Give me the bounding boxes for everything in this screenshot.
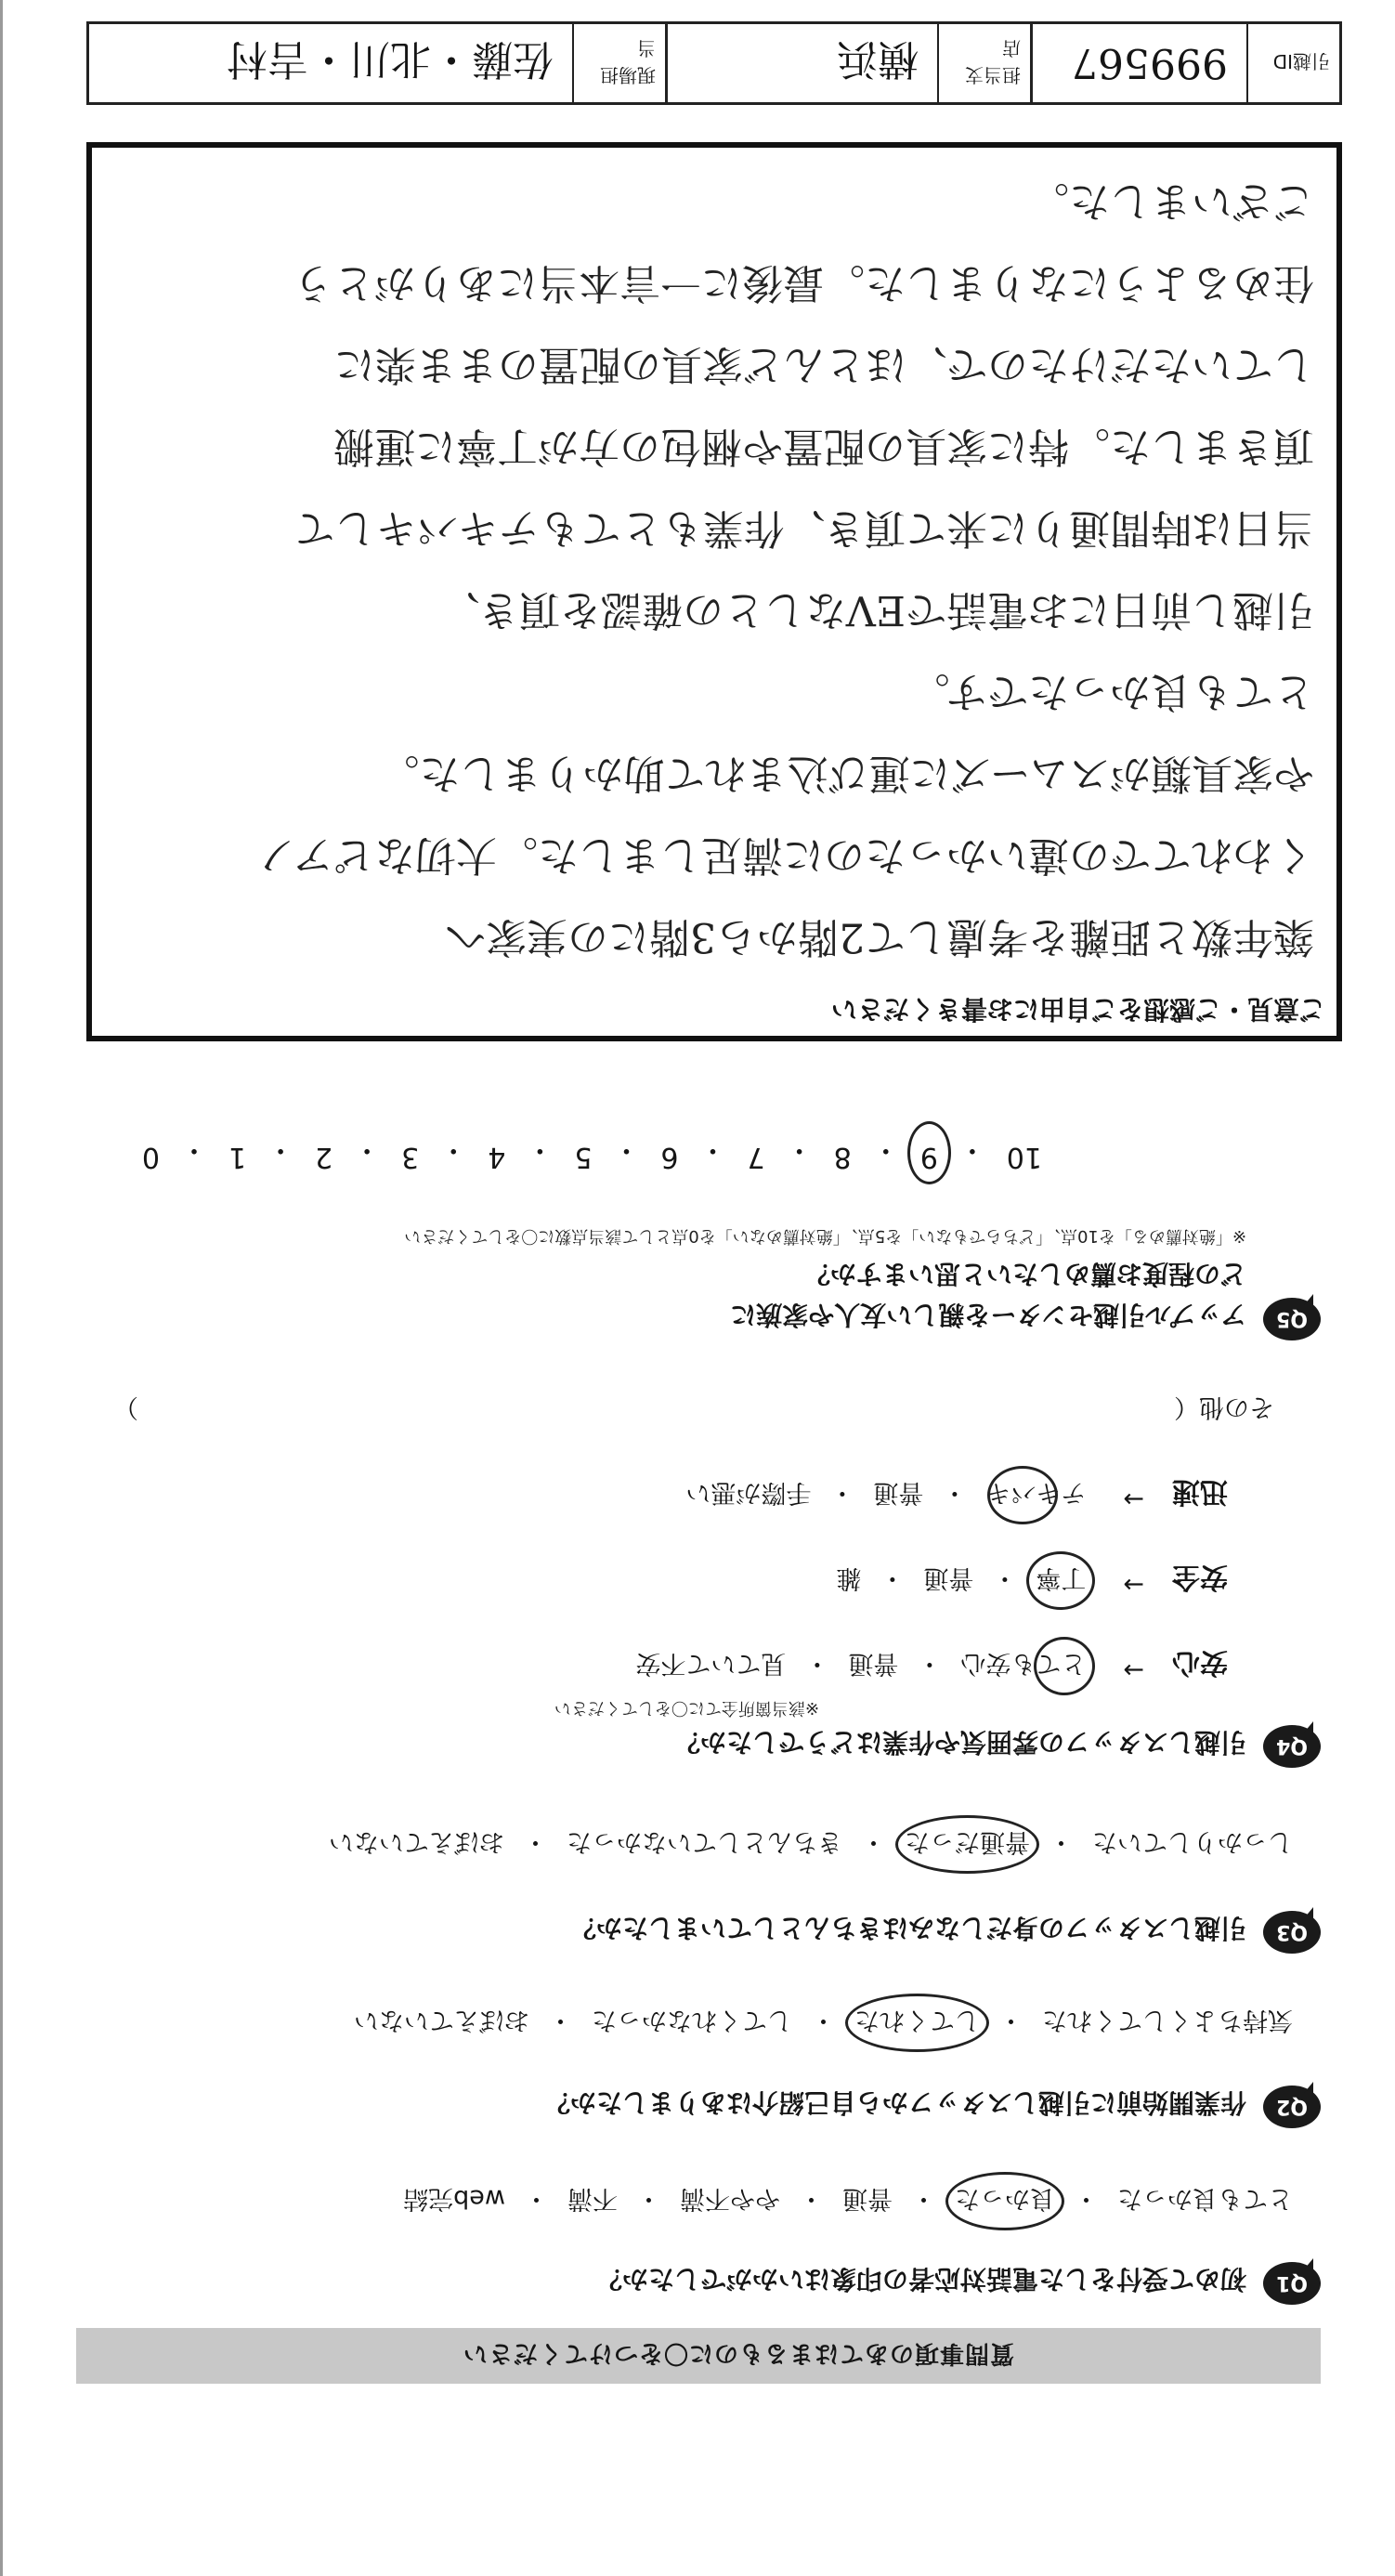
q5-question-line2: どの程度お薦めしたいと思いますか？ — [803, 1259, 1246, 1289]
q3-option-2-label: 普通だった — [905, 1827, 1030, 1856]
q3-option-3[interactable]: きちんとしていなかった — [567, 1827, 842, 1856]
q3-selected-circle — [895, 1815, 1039, 1874]
q4-question: 引越しスタッフの雰囲気や作業はどうでしたか？ — [673, 1727, 1246, 1758]
comment-line-10: ございました。 — [1028, 177, 1314, 225]
comment-line-9: 住めるようになりました。最後に一言本当にありがとう — [293, 259, 1314, 307]
q2-question: 作業開始前に引越しスタッフから自己紹介はありましたか？ — [543, 2087, 1246, 2118]
q4-other-close: ） — [113, 1393, 138, 1421]
q3-option-1[interactable]: しっかりしていた — [1092, 1827, 1293, 1856]
q1-option-2[interactable] — [955, 2183, 1055, 2219]
q4-note: ※該当箇所全てに〇をしてください — [554, 1698, 819, 1718]
q5-score-8[interactable]: 8 — [833, 1141, 852, 1173]
q3-badge: Q3 — [1263, 1911, 1321, 1954]
move-id-label: 引越ID — [1246, 24, 1339, 102]
q2-badge: Q2 — [1263, 2086, 1321, 2128]
comment-line-7: 頂きました。特に家具の配置や梱包の方が丁寧に運搬 — [333, 423, 1314, 470]
q5-note: ※「絶対薦める」を10点、「どちらでもない」を5点、「絶対薦めない」を0点として該当点数に〇をしてください — [404, 1226, 1246, 1246]
q4-other-label: その他（ — [1174, 1393, 1274, 1421]
instruction-banner: 質問事項のあてはまるものに〇をつけてください — [76, 2328, 1321, 2384]
q4-row-anshin: → とても安心 ・ 普通 ・ 見ていて不安 — [635, 1648, 1144, 1684]
comment-line-5: 引越し前日にお電話でEVなしとの確認を頂き、 — [438, 586, 1314, 634]
branch-label: 担当支店 — [937, 24, 1030, 102]
q5-score-9[interactable] — [920, 1132, 938, 1173]
q4-anzen-option-1[interactable] — [1036, 1563, 1086, 1599]
q4-anshin-option-2[interactable]: 普通 — [848, 1649, 899, 1678]
q5-score-5[interactable]: 5 — [574, 1141, 593, 1173]
q1-option-4[interactable]: やや不満 — [680, 2184, 780, 2213]
q1-option-2-label: 良かった — [955, 2184, 1055, 2213]
q4-jinsoku-option-2[interactable]: 普通 — [873, 1478, 924, 1507]
q5-score-9-label: 9 — [919, 1141, 938, 1173]
q5-score-0[interactable]: 0 — [141, 1141, 160, 1173]
q4-jinsoku-circle — [987, 1466, 1058, 1524]
q1-badge: Q1 — [1263, 2262, 1321, 2305]
q4-anzen-option-1-label: 丁寧 — [1036, 1563, 1087, 1592]
q5-score-10[interactable]: 10 — [1006, 1141, 1042, 1173]
q4-row-jinsoku-label: 迅速 — [1172, 1475, 1228, 1508]
comment-line-1: 築年数と距離を考慮して2階から3階にの実家へ — [445, 913, 1314, 961]
q5-score-7[interactable]: 7 — [747, 1141, 765, 1173]
q4-jinsoku-option-1[interactable] — [985, 1477, 1086, 1513]
q4-row-anzen-label: 安全 — [1172, 1561, 1228, 1593]
q3-options: しっかりしていた ・ 普通だった ・ きちんとしていなかった ・ おぼえていない — [329, 1826, 1293, 1863]
comment-title: ご意見・ご感想をご自由にお書きください — [830, 994, 1325, 1025]
q4-anzen-option-2[interactable]: 普通 — [923, 1563, 974, 1592]
q5-score-4[interactable]: 4 — [488, 1141, 506, 1173]
q3-option-2[interactable] — [905, 1826, 1030, 1863]
q2-option-4[interactable]: おぼえていない — [354, 2006, 529, 2034]
leader-value: 佐藤・北川・吉村 — [227, 35, 554, 83]
q4-anshin-option-1[interactable] — [960, 1648, 1086, 1684]
q4-badge: Q4 — [1263, 1725, 1321, 1768]
comment-line-6: 当日は時間通りに来て頂き、作業もとてもテキパキして — [293, 504, 1314, 552]
q5-score-3[interactable]: 3 — [401, 1141, 420, 1173]
q5-selected-circle — [907, 1121, 951, 1184]
q5-scale: 10 ・ 9 ・ 8 ・ 7 ・ 6 ・ 5 ・ 4 ・ 3 ・ 2 ・ 1 ・ 0 — [142, 1132, 1042, 1173]
q4-row-anshin-label: 安心 — [1172, 1646, 1228, 1679]
q4-anzen-circle — [1026, 1551, 1095, 1610]
q3-option-4[interactable]: おぼえていない — [329, 1827, 504, 1856]
comment-box[interactable] — [86, 142, 1342, 1041]
q5-score-2[interactable]: 2 — [315, 1141, 333, 1173]
q4-jinsoku-option-3[interactable]: 手際が悪い — [685, 1478, 812, 1507]
q1-option-5[interactable]: 不満 — [567, 2184, 618, 2213]
comment-line-8: していただけたので、ほとんど家具の配置のまま楽に — [333, 341, 1314, 388]
comment-line-3: や家具類がスムーズに運び込まれて助かりました。 — [378, 750, 1314, 797]
q1-option-6[interactable]: web完結 — [403, 2184, 505, 2213]
q2-selected-circle — [845, 1994, 989, 2052]
q4-other — [113, 1392, 1274, 1428]
q3-question: 引越しスタッフの身だしなみはきちんとしていましたか？ — [569, 1913, 1246, 1943]
branch-value: 横浜 — [837, 35, 919, 83]
q5-score-6[interactable]: 6 — [660, 1141, 679, 1173]
q4-anzen-option-3[interactable]: 雑 — [836, 1563, 862, 1592]
comment-line-4: とても良かったです。 — [908, 668, 1314, 715]
q2-option-3[interactable]: してくれなかった — [592, 2006, 792, 2034]
comment-line-2: くわれてでの違いかったのに満足しました。大切なピアノ — [254, 831, 1314, 879]
q1-selected-circle — [945, 2172, 1064, 2230]
move-id-value: 999567 — [1072, 39, 1228, 87]
q4-row-anzen: → 丁寧 ・ 普通 ・ 雑 — [836, 1563, 1144, 1599]
q1-option-3[interactable]: 普通 — [842, 2184, 893, 2213]
branch-cell — [665, 24, 1030, 102]
q2-option-1[interactable]: 気持ちよくしてくれた — [1042, 2006, 1293, 2034]
q4-anshin-option-1-label: とても安心 — [960, 1649, 1087, 1678]
q4-row-jinsoku: → テキパキ ・ 普通 ・ 手際が悪い — [685, 1477, 1144, 1513]
q5-badge: Q5 — [1263, 1298, 1321, 1340]
q1-option-1[interactable]: とても良かった — [1117, 2184, 1293, 2213]
footer-id-table — [86, 21, 1342, 105]
q2-option-2[interactable] — [854, 2005, 980, 2041]
q1-options: とても良かった ・ 良かった ・ 普通 ・ やや不満 ・ 不満 ・ web完結 — [403, 2183, 1293, 2219]
q5-score-1[interactable]: 1 — [228, 1141, 247, 1173]
q2-option-2-label: してくれた — [854, 2006, 980, 2034]
q4-anshin-circle — [1034, 1637, 1095, 1695]
leader-cell — [89, 24, 665, 102]
q4-jinsoku-option-1-label: テキパキ — [985, 1478, 1087, 1507]
q4-anshin-option-3[interactable]: 見ていて不安 — [635, 1649, 787, 1678]
q5-question-line1: アップル引越センターを親しい友人や家族に — [730, 1300, 1246, 1330]
q2-options: 気持ちよくしてくれた ・ してくれた ・ してくれなかった ・ おぼえていない — [354, 2005, 1293, 2041]
move-id-cell — [1030, 24, 1339, 102]
q1-question: 初めて受付をした電話対応者の印象はいかがでしたか？ — [595, 2264, 1246, 2295]
leader-label: 現場担当 — [572, 24, 665, 102]
